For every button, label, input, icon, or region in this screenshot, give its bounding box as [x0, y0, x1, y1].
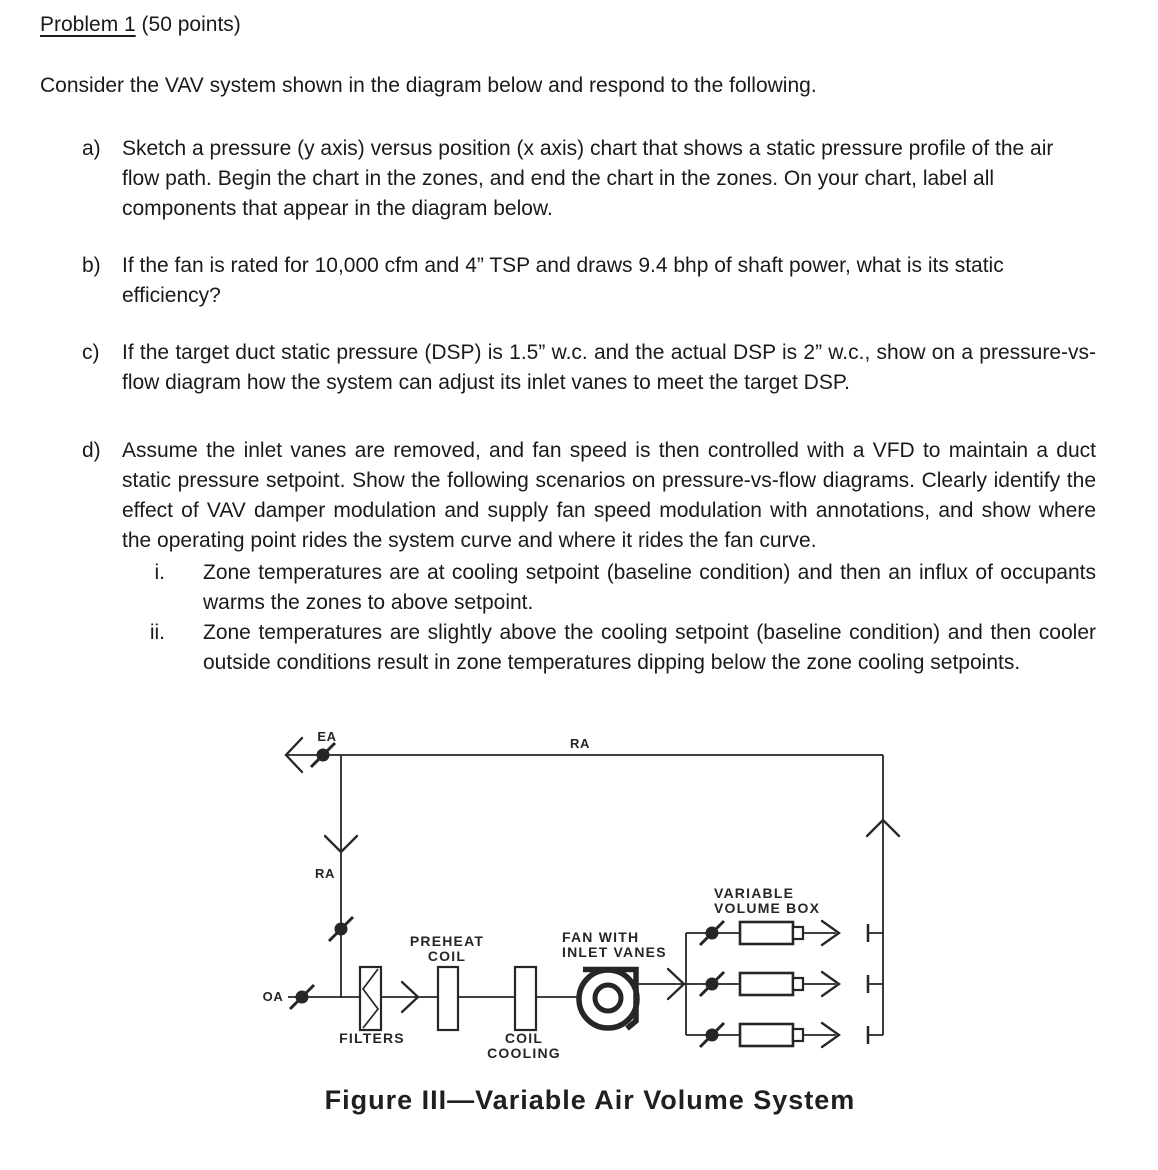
item-c-text: If the target duct static pressure (DSP) is 1.5” w.c. and the actual DSP is 2” w.c., show on a pressure-vs-flow diagram how the system can adjust its inlet vanes to meet the target DSP.: [122, 341, 1096, 394]
cooling-coil-icon: [515, 967, 536, 1030]
item-a-text: Sketch a pressure (y axis) versus position (x axis) chart that shows a static pressure profile of the air flow path. Begin the chart in the zones, and end the chart in the zones. On your chart, label all components that appear in the diagram below.: [122, 137, 1054, 220]
preheat-coil-label: [397, 934, 497, 964]
item-a-label: a): [82, 137, 101, 160]
cooling-coil-label-line1: COIL: [504, 1030, 544, 1046]
subitem-ii-text: Zone temperatures are slightly above the cooling setpoint (baseline condition) and then cooler outside conditions result in zone temperatures dipping below the zone cooling setpoints.: [203, 621, 1096, 674]
subitem-ii: [122, 618, 1096, 678]
problem-title: [40, 13, 241, 37]
fan-label: [562, 930, 702, 960]
item-b-text: If the fan is rated for 10,000 cfm and 4” TSP and draws 9.4 bhp of shaft power, what is its static efficiency?: [122, 254, 1004, 307]
problem-title-number: Problem 1: [40, 13, 136, 36]
problem-title-points: (50 points): [135, 13, 241, 36]
ra-top-label: RA: [570, 736, 590, 751]
ea-label: EA: [317, 729, 337, 744]
item-c-label: c): [82, 341, 100, 364]
cooling-coil-label-line2: COOLING: [487, 1045, 561, 1061]
vav-system-diagram: [250, 710, 950, 1120]
damper-icon: [290, 743, 724, 1047]
item-a: [82, 134, 1096, 224]
filter-icon: [360, 967, 381, 1030]
intro-text: Consider the VAV system shown in the diagram below and respond to the following.: [40, 74, 817, 97]
item-b: [82, 251, 1096, 311]
fan-icon: [579, 970, 637, 1029]
vav-box-label-line2: VOLUME BOX: [714, 900, 821, 916]
fan-label-line2: INLET VANES: [562, 944, 667, 960]
item-d-label: d): [82, 439, 101, 462]
ra-left-label: RA: [315, 866, 335, 881]
vav-box-label-line1: VARIABLE: [714, 885, 795, 901]
figure-caption: Figure III—Variable Air Volume System: [324, 1085, 856, 1115]
vav-box-label: [714, 886, 864, 916]
subitem-ii-label: ii.: [149, 621, 165, 644]
vav-box-icon: [740, 922, 803, 1046]
preheat-coil-icon: [438, 967, 458, 1030]
filters-label: FILTERS: [339, 1030, 405, 1046]
item-d: [82, 436, 1096, 556]
oa-label: OA: [262, 989, 284, 1004]
subitem-i-text: Zone temperatures are at cooling setpoint (baseline condition) and then an influx of occupants warms the zones to above setpoint.: [203, 561, 1096, 614]
item-c: [82, 338, 1096, 398]
item-d-text: Assume the inlet vanes are removed, and fan speed is then controlled with a VFD to maintain a duct static pressure setpoint. Show the following scenarios on pressure-vs-flow diagrams. Clearly identify the effect of VAV damper modulation and supply fan speed modulation with annotations, and show where the operating point rides the system curve and where it rides the fan curve.: [122, 439, 1096, 552]
cooling-coil-label: [474, 1031, 574, 1061]
preheat-coil-label-line1: PREHEAT: [409, 933, 485, 949]
item-b-label: b): [82, 254, 101, 277]
fan-label-line1: FAN WITH: [562, 929, 640, 945]
subitem-i: [122, 558, 1096, 618]
subitem-i-label: i.: [154, 561, 165, 584]
preheat-coil-label-line2: COIL: [427, 948, 467, 964]
